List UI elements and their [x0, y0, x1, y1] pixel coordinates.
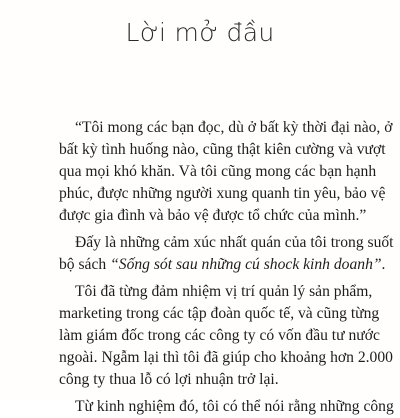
text-line-with-book-title — [59, 254, 386, 276]
text-line: qua mọi khó khăn. Và tôi cũng mong các bạn hạnh — [59, 163, 377, 180]
text-line: Đấy là những cảm xúc nhất quán của tôi trong suốt — [75, 234, 394, 251]
paragraph-2 — [59, 232, 394, 276]
text-line: Tôi đã từng đảm nhiệm vị trí quản lý sản phẩm, — [75, 283, 373, 300]
page-body — [59, 117, 394, 418]
text-line-suffix: . — [381, 256, 386, 273]
text-line: “Tôi mong các bạn đọc, dù ở bất kỳ thời đại nào, ở — [75, 119, 393, 136]
text-line: công ty thua lỗ có lợi nhuận trở lại. — [59, 371, 279, 388]
paragraph-3 — [59, 281, 393, 391]
text-line: ngoài. Ngẫm lại thì tôi đã giúp cho khoảng hơn 2.000 — [59, 349, 393, 366]
text-line: được gia đình và bảo vệ được tổ chức của mình.” — [59, 207, 367, 224]
text-line-prefix: bộ sách — [59, 256, 111, 273]
text-line: phúc, được những người xung quanh tin yêu, bảo vệ — [59, 185, 386, 202]
page-title: Lời mở đầu — [125, 18, 275, 47]
paragraph-1 — [59, 117, 393, 227]
book-series-title: “Sống sót sau những cú shock kinh doanh” — [110, 256, 382, 273]
text-line: làm giám đốc trong các công ty có vốn đầu tư nước — [59, 327, 380, 344]
paragraph-4 — [59, 396, 394, 418]
text-line: Từ kinh nghiệm đó, tôi có thể nói rằng những công — [75, 398, 394, 415]
text-line: marketing trong các tập đoàn quốc tế, và cũng từng — [59, 305, 380, 322]
text-line: bất kỳ tình huống nào, cũng thật kiên cường và vượt — [59, 141, 386, 158]
